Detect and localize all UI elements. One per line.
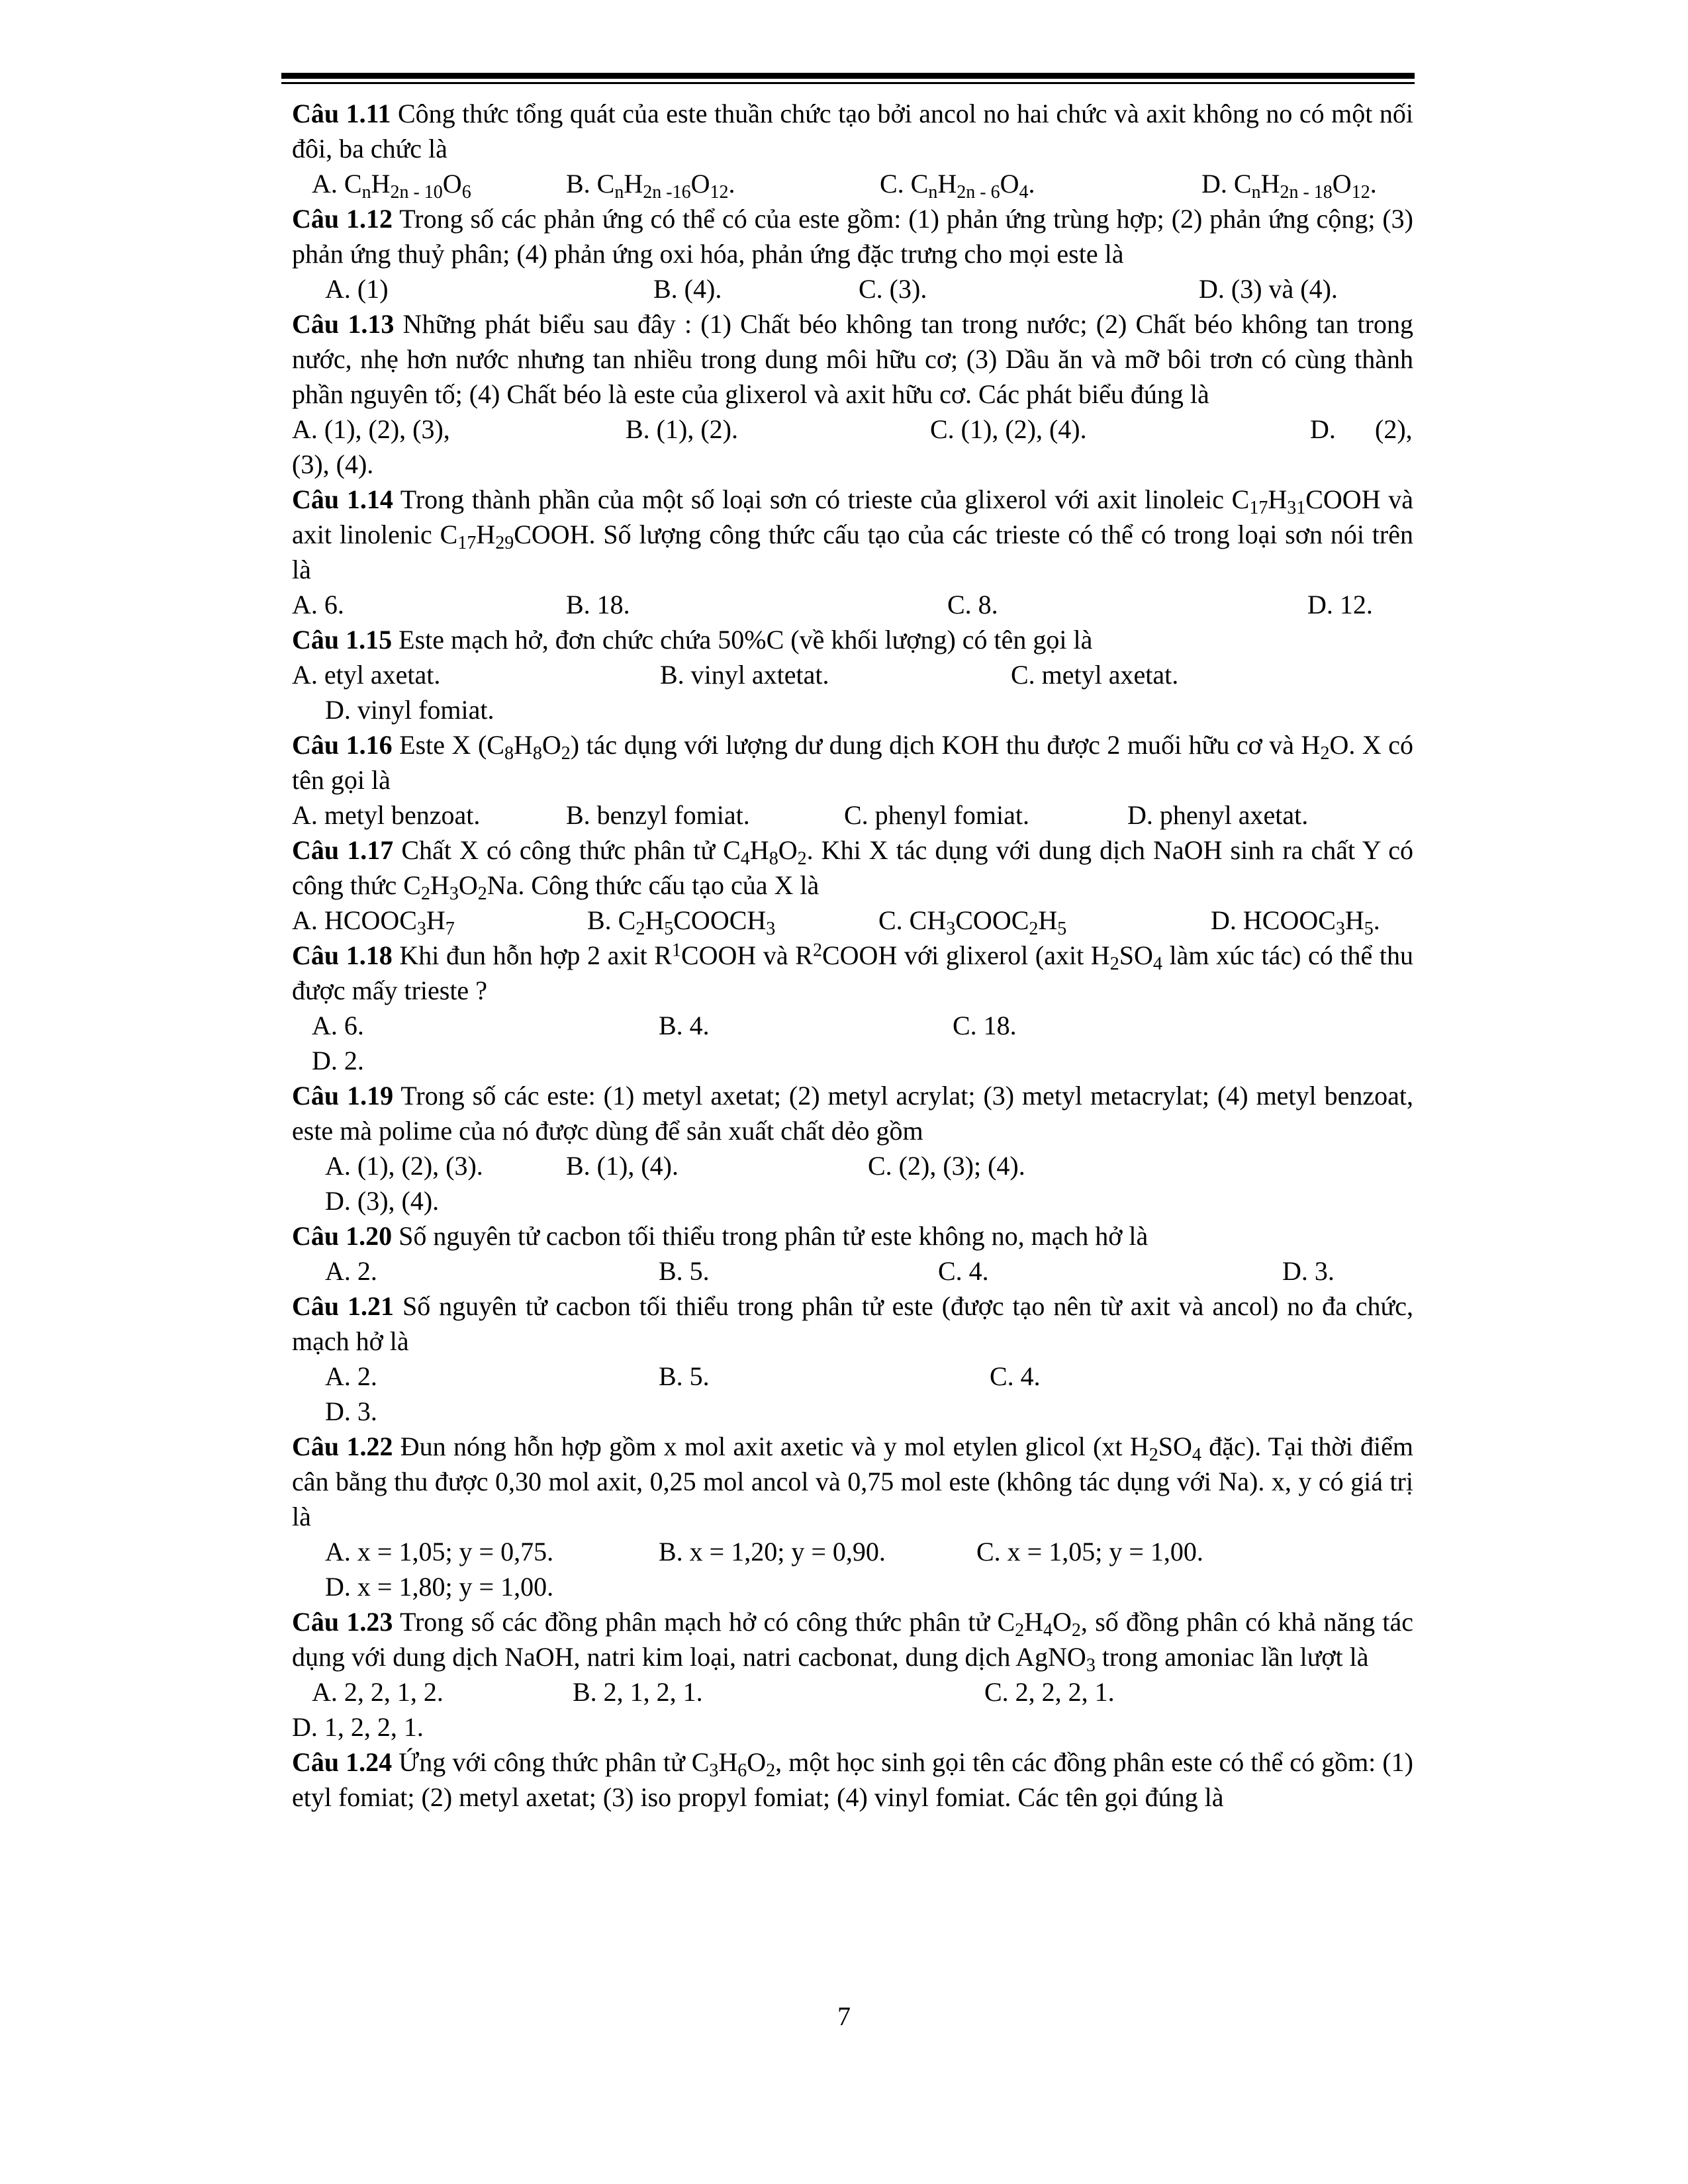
option-a[interactable]: A. x = 1,05; y = 0,75.: [325, 1537, 554, 1567]
option-c[interactable]: C. 2, 2, 2, 1.: [984, 1677, 1115, 1707]
options-1-11: [292, 166, 1413, 201]
option-c[interactable]: C. (1), (2), (4).: [930, 414, 1087, 444]
option-a[interactable]: A. (1), (2), (3),: [292, 414, 450, 444]
option-d[interactable]: D. 12.: [1307, 590, 1373, 619]
question-1-19: Câu 1.19 Trong số các este: (1) metyl axetat; (2) metyl acrylat; (3) metyl metacrylat; (4) metyl benzoat, este mà polime của nó được dùng để sản xuất chất dẻo gồm: [292, 1081, 1413, 1146]
option-d[interactable]: D. $HCOOC_3H_5$.: [1211, 905, 1380, 939]
option-b[interactable]: B. $C_nH_{2n -16}O_{12}$.: [566, 169, 735, 203]
question-1-17: Câu 1.17 Chất X có công thức phân tử $C_4H_8O_2$. Khi X tác dụng với dung dịch NaOH sinh ra chất Y có công thức $C_2H_3O_2Na$. Công thức cấu tạo của X là: [292, 835, 1414, 904]
question-1-13: Câu 1.13 Những phát biểu sau đây : (1) Chất béo không tan trong nước; (2) Chất béo không tan trong nước, nhẹ hơn nước nhưng tan nhiều trong dung môi hữu cơ; (3) Dầu ăn và mỡ bôi trơn có cùng thành phần nguyên tố; (4) Chất béo là este của glixerol và axit hữu cơ. Các phát biểu đúng là: [292, 309, 1413, 409]
option-d[interactable]: D. 2.: [312, 1046, 364, 1075]
question-label: Câu 1.13: [292, 309, 395, 339]
question-label: Câu 1.17: [292, 835, 394, 865]
option-c[interactable]: C. 8.: [947, 590, 998, 619]
option-d[interactable]: D. (3), (4).: [325, 1186, 440, 1216]
option-c[interactable]: C. phenyl fomiat.: [844, 800, 1029, 830]
options-1-15: [292, 657, 1413, 692]
options-1-18: [292, 1008, 1413, 1043]
option-a[interactable]: A. 6.: [292, 590, 344, 619]
question-1-18: Câu 1.18 Khi đun hỗn hợp 2 axit $R^1COOH$ và $R^2COOH$ với glixerol (axit $H_2SO_4$ làm xúc tác) có thể thu được mấy trieste ?: [292, 940, 1413, 1005]
option-d[interactable]: D. 1, 2, 2, 1.: [292, 1712, 424, 1742]
option-d[interactable]: D. (3) và (4).: [1199, 274, 1338, 304]
options-1-17: [292, 903, 1413, 938]
header-rule-thin: [281, 82, 1415, 84]
option-c[interactable]: C. (3).: [859, 274, 927, 304]
page-number: 7: [837, 2001, 851, 2031]
question-1-12: Câu 1.12 Trong số các phản ứng có thể có của este gồm: (1) phản ứng trùng hợp; (2) phản ứng cộng; (3) phản ứng thuỷ phân; (4) phản ứng oxi hóa, phản ứng đặc trưng cho mọi este là: [292, 204, 1413, 269]
question-1-24: Câu 1.24 Ứng với công thức phân tử $C_3H_6O_2$, một học sinh gọi tên các đồng phân este có thể có gồm: (1) etyl fomiat; (2) metyl axetat; (3) iso propyl fomiat; (4) vinyl fomiat. Các tên gọi đúng là: [292, 1747, 1413, 1812]
option-b[interactable]: B. 4.: [659, 1011, 710, 1040]
option-b[interactable]: B. (1), (4).: [566, 1151, 679, 1181]
question-1-16: Câu 1.16 Este X $(C_8H_8O_2)$ tác dụng với lượng dư dung dịch KOH thu được 2 muối hữu cơ và $H_2O$. X có tên gọi là: [292, 730, 1414, 795]
option-a[interactable]: A. (1), (2), (3).: [325, 1151, 483, 1181]
question-label: Câu 1.11: [292, 99, 391, 128]
question-label: Câu 1.16: [292, 730, 393, 760]
option-c[interactable]: C. x = 1,05; y = 1,00.: [976, 1537, 1203, 1567]
question-1-23: Câu 1.23 Trong số các đồng phân mạch hở có công thức phân tử $C_2H_4O_2$, số đồng phân có khả năng tác dụng với dung dịch NaOH, natri kim loại, natri cacbonat, dung dịch AgNO$_3$ trong amoniac lần lượt là: [292, 1607, 1413, 1676]
option-d[interactable]: D. 3.: [325, 1396, 377, 1426]
options-1-22: [292, 1534, 1413, 1569]
question-label: Câu 1.21: [292, 1291, 395, 1321]
question-1-20: Câu 1.20 Số nguyên tử cacbon tối thiểu trong phân tử este không no, mạch hở là: [292, 1221, 1149, 1251]
option-c[interactable]: C. 18.: [953, 1011, 1017, 1040]
option-b[interactable]: B. benzyl fomiat.: [566, 800, 750, 830]
question-label: Câu 1.19: [292, 1081, 394, 1111]
option-c[interactable]: C. (2), (3); (4).: [868, 1151, 1025, 1181]
question-label: Câu 1.23: [292, 1607, 393, 1637]
question-label: Câu 1.15: [292, 625, 393, 655]
option-d[interactable]: D. vinyl fomiat.: [325, 695, 494, 725]
question-1-21: Câu 1.21 Số nguyên tử cacbon tối thiểu trong phân tử este (được tạo nên từ axit và ancol) no đa chức, mạch hở là: [292, 1291, 1413, 1356]
option-b[interactable]: B. x = 1,20; y = 0,90.: [659, 1537, 886, 1567]
option-b[interactable]: B. $C_2H_5COOCH_3$: [587, 905, 776, 939]
options-1-23: [292, 1674, 1413, 1709]
options-1-14: [292, 587, 1413, 622]
option-a[interactable]: A. $HCOOC_3H_7$: [292, 905, 455, 939]
option-a[interactable]: A. 2.: [325, 1361, 377, 1391]
option-b[interactable]: B. (4).: [653, 274, 722, 304]
header-rule-thick: [281, 73, 1415, 79]
option-b[interactable]: B. 2, 1, 2, 1.: [573, 1677, 703, 1707]
options-1-19: [292, 1148, 1413, 1183]
option-a[interactable]: A. 2.: [325, 1256, 377, 1286]
options-1-20: [292, 1253, 1413, 1289]
options-1-21: [292, 1359, 1413, 1394]
option-d[interactable]: D. x = 1,80; y = 1,00.: [325, 1572, 554, 1602]
question-label: Câu 1.14: [292, 484, 393, 514]
option-d-continued: (3), (4).: [292, 449, 374, 479]
option-c[interactable]: C. 4.: [990, 1361, 1041, 1391]
option-c[interactable]: C. $CH_3COOC_2H_5$: [878, 905, 1067, 939]
option-b[interactable]: B. vinyl axtetat.: [660, 660, 829, 690]
option-d[interactable]: D. $C_nH_{2n - 18}O_{12}$.: [1201, 169, 1377, 203]
question-1-11: Câu 1.11 Công thức tổng quát của este thuần chức tạo bởi ancol no hai chức và axit không no có một nối đôi, ba chức là: [292, 99, 1413, 163]
question-1-22: Câu 1.22 Đun nóng hỗn hợp gồm x mol axit axetic và y mol etylen glicol (xt $H_2SO_4$ đặc). Tại thời điểm cân bằng thu được 0,30 mol axit, 0,25 mol ancol và 0,75 mol este (không tác dụng với Na). x, y có giá trị là: [292, 1432, 1413, 1531]
option-a[interactable]: A. 2, 2, 1, 2.: [312, 1677, 444, 1707]
option-a[interactable]: A. $C_nH_{2n - 10}O_6$: [312, 169, 471, 203]
option-c[interactable]: C. 4.: [938, 1256, 989, 1286]
option-d-text: (2),: [1375, 414, 1413, 444]
question-label: Câu 1.12: [292, 204, 393, 234]
option-d[interactable]: D.: [1310, 414, 1336, 444]
options-1-12: [292, 271, 1413, 306]
question-list: [292, 96, 1413, 1815]
options-1-13: [292, 412, 1413, 447]
option-b[interactable]: B. 5.: [659, 1256, 710, 1286]
option-a[interactable]: A. metyl benzoat.: [292, 800, 481, 830]
question-label: Câu 1.18: [292, 940, 393, 970]
option-d[interactable]: D. 3.: [1282, 1256, 1335, 1286]
question-label: Câu 1.20: [292, 1221, 393, 1251]
options-1-16: [292, 797, 1413, 833]
option-b[interactable]: B. 5.: [659, 1361, 710, 1391]
option-d[interactable]: D. phenyl axetat.: [1127, 800, 1309, 830]
option-b[interactable]: B. (1), (2).: [626, 414, 738, 444]
question-label: Câu 1.22: [292, 1432, 393, 1461]
question-1-15: Câu 1.15 Este mạch hở, đơn chức chứa 50%C (về khối lượng) có tên gọi là: [292, 625, 1093, 655]
question-label: Câu 1.24: [292, 1747, 393, 1777]
option-a[interactable]: A. 6.: [312, 1011, 364, 1040]
option-a[interactable]: A. (1): [325, 274, 389, 304]
option-c[interactable]: C. metyl axetat.: [1011, 660, 1179, 690]
option-c[interactable]: C. $C_nH_{2n - 6}O_4$.: [880, 169, 1035, 203]
option-b[interactable]: B. 18.: [566, 590, 630, 619]
question-1-14: Câu 1.14 Trong thành phần của một số loại sơn có trieste của glixerol với axit linoleic $C_{17}H_{31}COOH$ và axit linolenic $C_{17}H_{29}COOH$. Số lượng công thức cấu tạo của các trieste có thể có trong loại sơn nói trên là: [292, 484, 1414, 584]
option-a[interactable]: A. etyl axetat.: [292, 660, 441, 690]
